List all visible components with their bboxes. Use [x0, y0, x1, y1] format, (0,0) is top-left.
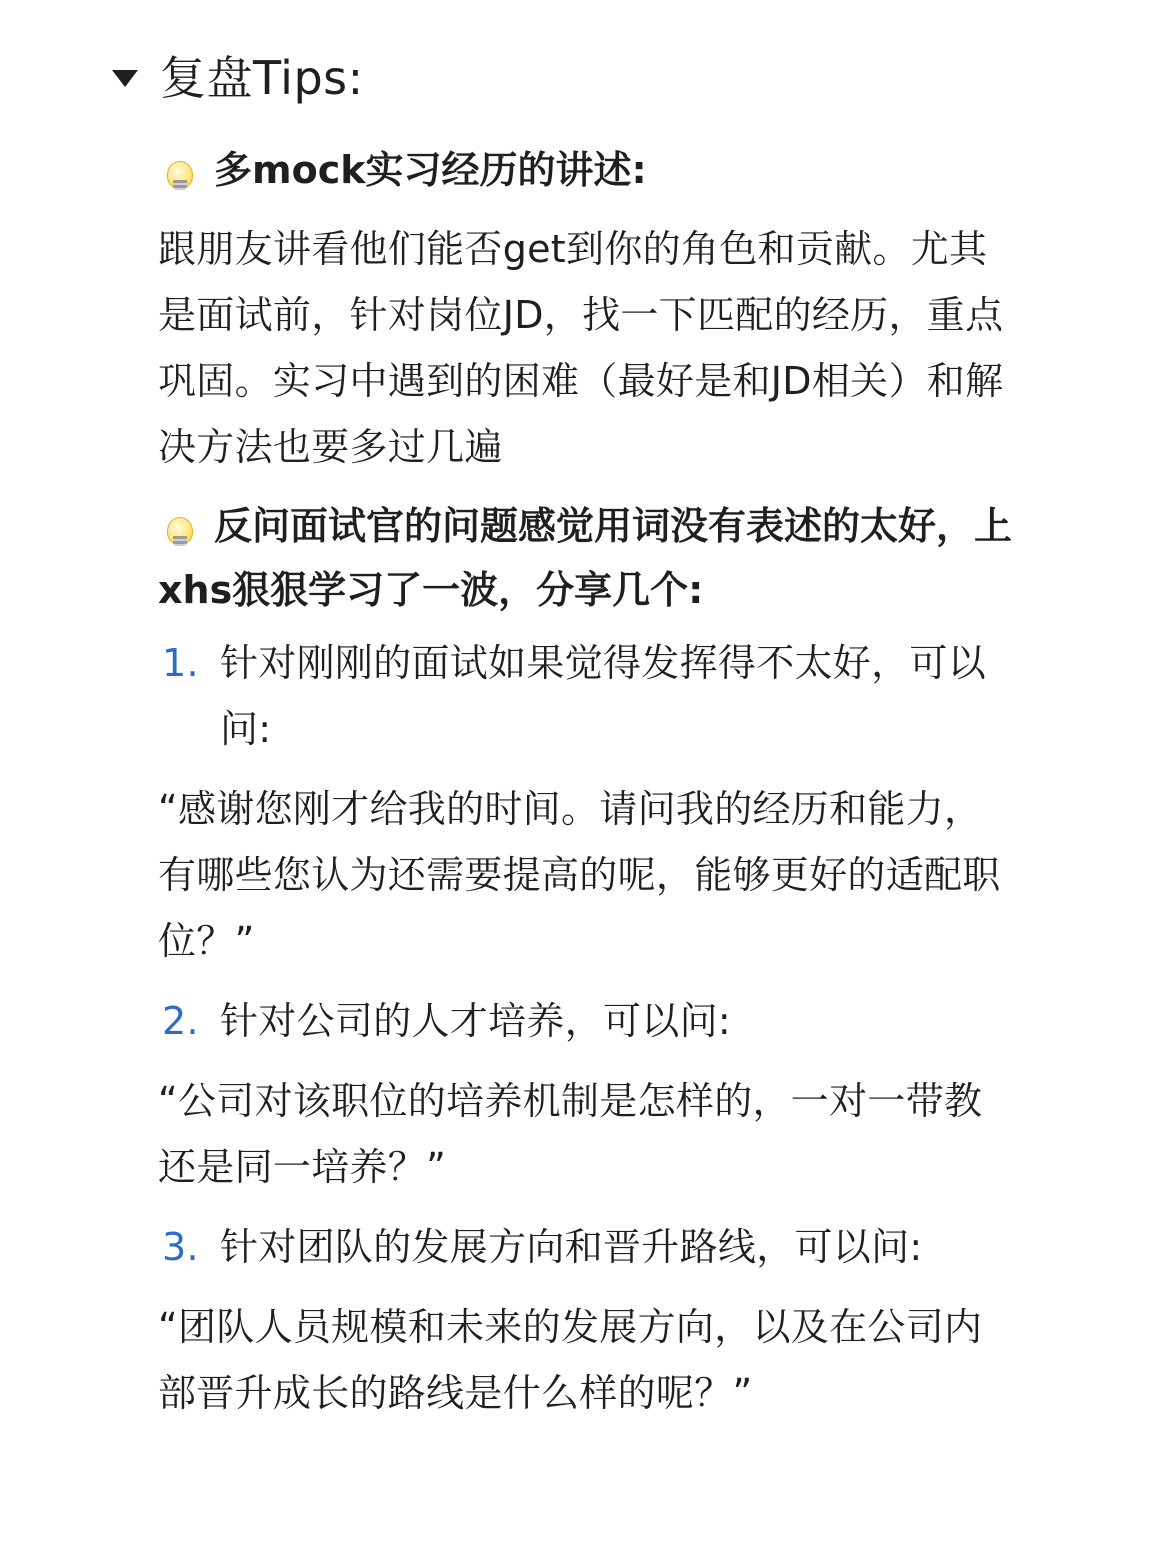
- list-item: [158, 988, 1018, 1054]
- light-bulb-icon: [158, 494, 202, 558]
- list-item: [158, 1214, 1018, 1280]
- list-item: [158, 630, 1018, 762]
- quote-text: “公司对该职位的培养机制是怎样的，一对一带教还是同一培养？”: [158, 1079, 983, 1189]
- section-heading-text: 多mock实习经历的讲述:: [214, 148, 647, 192]
- triangle-down-icon[interactable]: [112, 70, 138, 87]
- list-number: 1.: [162, 641, 199, 685]
- section-heading-text: 反问面试官的问题感觉用词没有表述的太好，上xhs狠狠学习了一波，分享几个:: [158, 504, 1013, 612]
- list-item-text: 针对刚刚的面试如果觉得发挥得不太好，可以问:: [220, 641, 987, 751]
- section-heading: [158, 138, 1018, 202]
- toggle-block[interactable]: [112, 48, 364, 108]
- quote-text: “团队人员规模和未来的发展方向，以及在公司内部晋升成长的路线是什么样的呢？”: [158, 1305, 983, 1415]
- section-heading: [158, 494, 1018, 622]
- list-item-text: 针对团队的发展方向和晋升路线，可以问:: [220, 1225, 923, 1269]
- list-item-text: 针对公司的人才培养，可以问:: [220, 999, 732, 1043]
- toggle-title: 复盘Tips:: [160, 51, 364, 105]
- list-number: 2.: [162, 999, 199, 1043]
- toggle-content: [158, 138, 1018, 1440]
- list-number: 3.: [162, 1225, 199, 1269]
- section-body: 跟朋友讲看他们能否get到你的角色和贡献。尤其是面试前，针对岗位JD，找一下匹配的经历，重点巩固。实习中遇到的困难（最好是和JD相关）和解决方法也要多过几遍: [158, 227, 1004, 469]
- light-bulb-icon: [158, 138, 202, 202]
- quote-text: “感谢您刚才给我的时间。请问我的经历和能力，有哪些您认为还需要提高的呢，能够更好的适配职位？”: [158, 787, 1001, 963]
